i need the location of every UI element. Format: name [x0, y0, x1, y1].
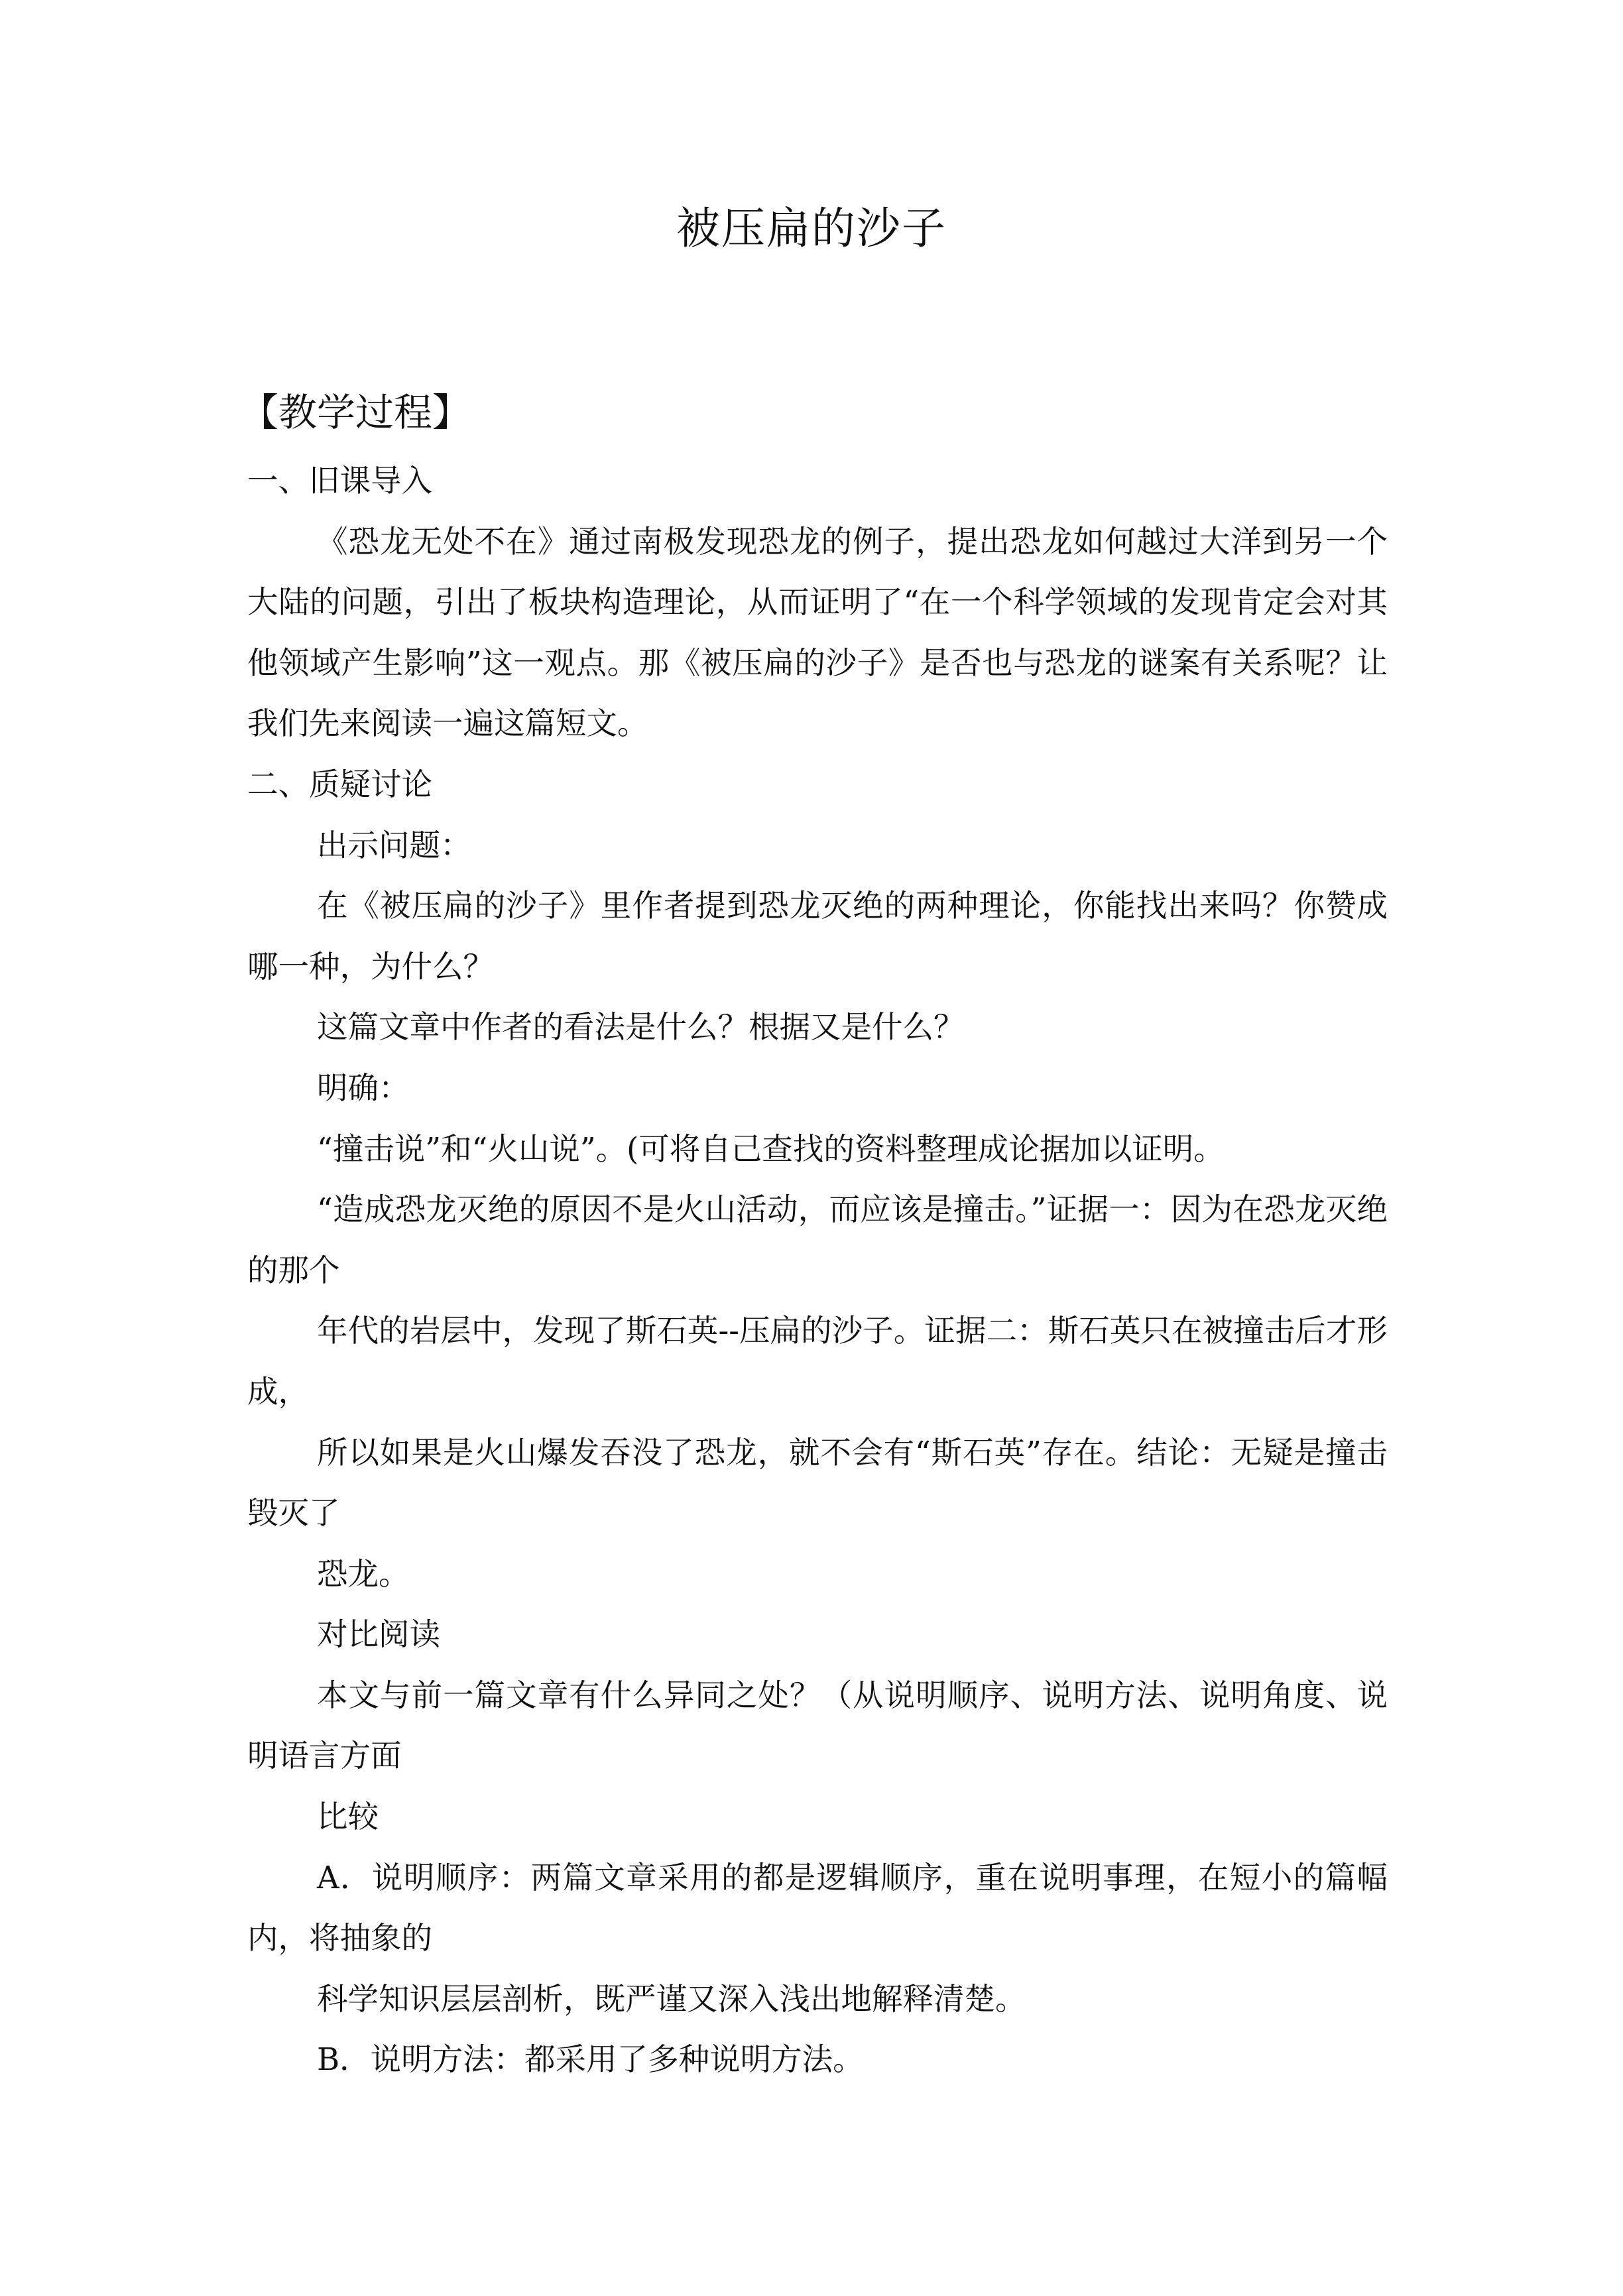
paragraph: “造成恐龙灭绝的原因不是火山活动，而应该是撞击。”证据一：因为在恐龙灭绝的那个 [247, 1191, 1388, 1288]
section-header: 【教学过程】 [240, 390, 471, 435]
document-body [247, 451, 1388, 2090]
paragraph: A．说明顺序：两篇文章采用的都是逻辑顺序，重在说明事理，在短小的篇幅内，将抽象的 [247, 1859, 1388, 1957]
paragraph: 比较 [317, 1799, 379, 1835]
paragraph: 本文与前一篇文章有什么异同之处？（从说明顺序、说明方法、说明角度、说明语言方面 [247, 1677, 1388, 1774]
paragraph-heading-review: 一、旧课导入 [247, 463, 432, 499]
paragraph: 对比阅读 [317, 1616, 440, 1653]
paragraph: 所以如果是火山爆发吞没了恐龙，就不会有“斯石英”存在。结论：无疑是撞击毁灭了 [247, 1434, 1388, 1532]
paragraph: 明确： [317, 1069, 410, 1106]
paragraph: 这篇文章中作者的看法是什么？根据又是什么？ [317, 1009, 965, 1046]
document-title: 被压扁的沙子 [676, 203, 947, 254]
paragraph: B．说明方法：都采用了多种说明方法。 [317, 2041, 864, 2078]
paragraph: 《恐龙无处不在》通过南极发现恐龙的例子，提出恐龙如何越过大洋到另一个大陆的问题，引出了板块构造理论，从而证明了“在一个科学领域的发现肯定会对其他领域产生影响”这一观点。那《被压扁的沙子》是否也与恐龙的谜案有关系呢？让我们先来阅读一遍这篇短文。 [247, 523, 1388, 742]
paragraph-heading-discussion: 二、质疑讨论 [247, 766, 432, 802]
paragraph: 出示问题： [317, 827, 471, 863]
paragraph: 在《被压扁的沙子》里作者提到恐龙灭绝的两种理论，你能找出来吗？你赞成哪一种，为什么？ [247, 888, 1388, 985]
paragraph: 年代的岩层中，发现了斯石英--压扁的沙子。证据二：斯石英只在被撞击后才形成， [247, 1313, 1388, 1410]
paragraph: 科学知识层层剖析，既严谨又深入浅出地解释清楚。 [317, 1980, 1026, 2017]
paragraph: 恐龙。 [317, 1555, 410, 1592]
paragraph: “撞击说”和“火山说”。(可将自己查找的资料整理成论据加以证明。 [317, 1130, 1225, 1167]
